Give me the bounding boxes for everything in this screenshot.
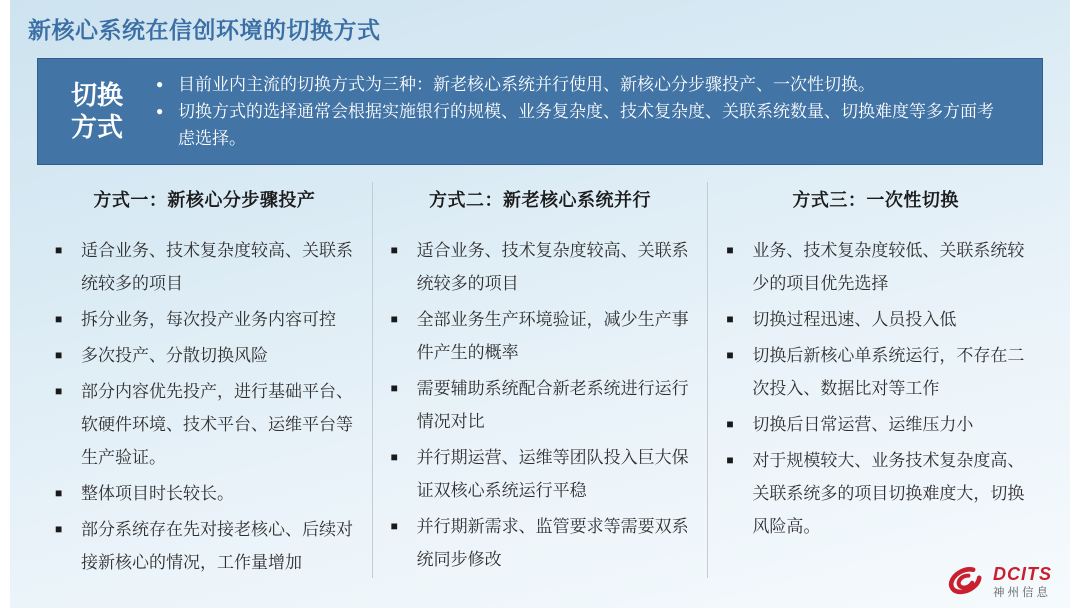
item-text: 适合业务、技术复杂度较高、关联系统较多的项目 <box>81 241 353 293</box>
bullet-list <box>726 234 1025 543</box>
slide-background <box>10 0 1070 608</box>
dot-bullet-icon: ● <box>156 103 164 118</box>
banner-bullet-item <box>156 71 996 98</box>
bullet-list <box>55 234 354 579</box>
banner-bullet-item <box>156 98 996 152</box>
item-text: 全部业务生产环境验证，减少生产事件产生的概率 <box>416 310 689 362</box>
dcits-company-text: 神州信息 <box>993 586 1051 599</box>
item-text: 拆分业务，每次投产业务内容可控 <box>81 310 336 329</box>
item-text: 切换过程迅速、人员投入低 <box>752 310 957 329</box>
list-item <box>55 234 354 300</box>
item-text: 多次投产、分散切换风险 <box>81 346 268 365</box>
item-text: 并行期新需求、监管要求等需要双系统同步修改 <box>416 517 689 569</box>
method-column-2 <box>372 182 708 578</box>
square-bullet-icon: ■ <box>390 519 398 533</box>
list-item <box>55 303 354 336</box>
list-item <box>391 303 690 369</box>
methods-columns <box>37 182 1043 578</box>
list-item <box>55 513 354 579</box>
dcits-logo <box>943 562 1052 602</box>
dot-bullet-icon: ● <box>156 76 164 91</box>
banner-label-line1: 切换 <box>70 80 123 111</box>
item-text: 切换后日常运营、运维压力小 <box>752 415 974 434</box>
square-bullet-icon: ■ <box>55 384 63 398</box>
square-bullet-icon: ■ <box>726 348 734 362</box>
method-column-1 <box>37 182 372 578</box>
banner-label-line2: 方式 <box>70 111 123 142</box>
method-column-3 <box>707 182 1043 578</box>
list-item <box>391 441 690 507</box>
square-bullet-icon: ■ <box>55 522 63 536</box>
square-bullet-icon: ■ <box>55 486 63 500</box>
item-text: 切换后新核心单系统运行，不存在二次投入、数据比对等工作 <box>752 346 1025 398</box>
list-item <box>726 234 1025 300</box>
page-title: 新核心系统在信创环境的切换方式 <box>28 17 381 43</box>
banner-bullet-list <box>156 71 1042 153</box>
column-header: 方式三：一次性切换 <box>792 190 959 210</box>
list-item <box>55 375 354 474</box>
item-text: 并行期运营、运维等团队投入巨大保证双核心系统运行平稳 <box>416 448 689 500</box>
square-bullet-icon: ■ <box>390 312 398 326</box>
list-item <box>726 444 1025 543</box>
list-item <box>391 234 690 300</box>
item-text: 需要辅助系统配合新老系统进行运行情况对比 <box>416 379 689 431</box>
list-item <box>726 339 1025 405</box>
square-bullet-icon: ■ <box>726 453 734 467</box>
column-header: 方式一：新核心分步骤投产 <box>93 190 316 210</box>
switch-method-banner <box>37 58 1043 165</box>
item-text: 部分内容优先投产，进行基础平台、软硬件环境、技术平台、运维平台等生产验证。 <box>81 382 353 467</box>
list-item <box>726 408 1025 441</box>
square-bullet-icon: ■ <box>390 381 398 395</box>
bullet-list <box>391 234 690 576</box>
list-item <box>55 339 354 372</box>
dcits-brand-text: DCITS <box>993 563 1052 584</box>
square-bullet-icon: ■ <box>390 243 398 257</box>
dcits-logo-texts <box>993 565 1052 599</box>
item-text: 整体项目时长较长。 <box>81 484 234 503</box>
item-text: 对于规模较大、业务技术复杂度高、关联系统多的项目切换难度大，切换风险高。 <box>752 451 1025 536</box>
list-item <box>726 303 1025 336</box>
item-text: 适合业务、技术复杂度较高、关联系统较多的项目 <box>416 241 689 293</box>
list-item <box>391 510 690 576</box>
square-bullet-icon: ■ <box>55 312 63 326</box>
dcits-swirl-icon <box>943 562 987 602</box>
item-text: 部分系统存在先对接老核心、后续对接新核心的情况，工作量增加 <box>81 520 353 572</box>
item-text: 业务、技术复杂度较低、关联系统较少的项目优先选择 <box>752 241 1025 293</box>
column-header: 方式二：新老核心系统并行 <box>429 190 651 210</box>
banner-bullet-text: 目前业内主流的切换方式为三种：新老核心系统并行使用、新核心分步骤投产、一次性切换。 <box>178 74 875 94</box>
square-bullet-icon: ■ <box>726 243 734 257</box>
square-bullet-icon: ■ <box>726 417 734 431</box>
banner-label <box>38 80 156 142</box>
banner-bullet-text: 切换方式的选择通常会根据实施银行的规模、业务复杂度、技术复杂度、关联系统数量、切换难度等多方面考虑选择。 <box>178 101 994 149</box>
square-bullet-icon: ■ <box>726 312 734 326</box>
list-item <box>55 477 354 510</box>
square-bullet-icon: ■ <box>55 243 63 257</box>
square-bullet-icon: ■ <box>390 450 398 464</box>
square-bullet-icon: ■ <box>55 348 63 362</box>
list-item <box>391 372 690 438</box>
